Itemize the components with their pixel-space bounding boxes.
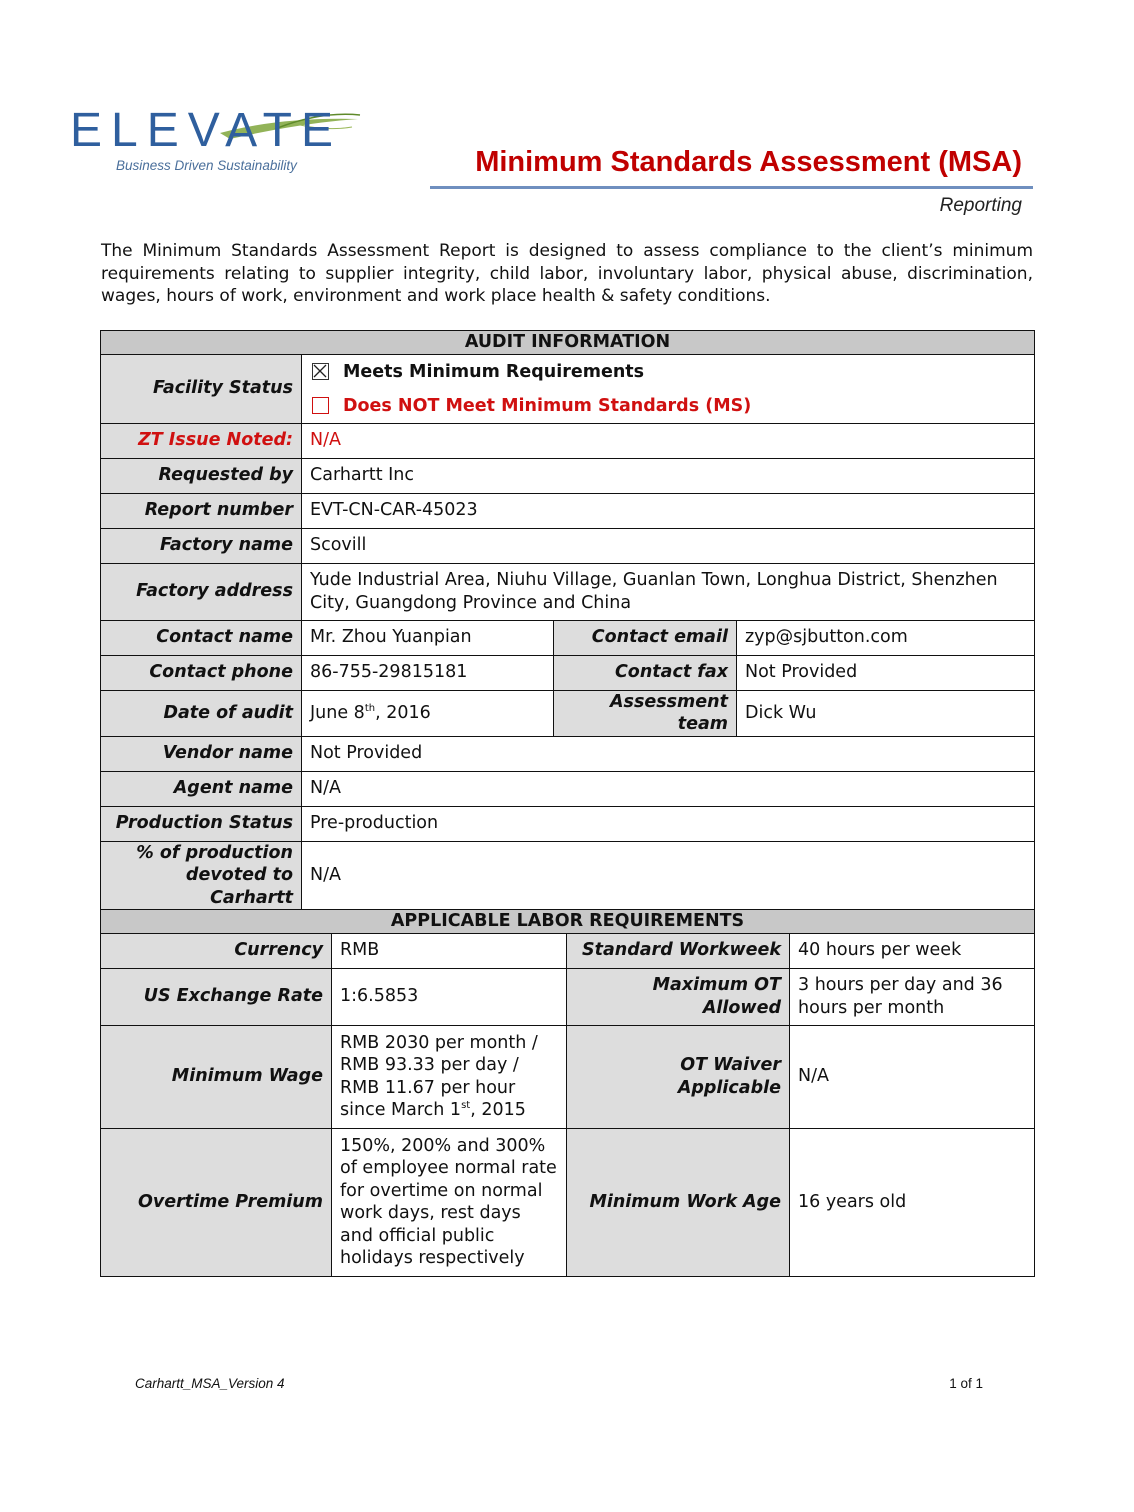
facility-status-options [302, 354, 1035, 423]
currency-label: Currency [101, 933, 332, 968]
unchecked-box-icon[interactable] [312, 397, 329, 414]
min-work-age-label: Minimum Work Age [567, 1128, 790, 1276]
contact-name-value: Mr. Zhou Yuanpian [302, 620, 554, 655]
overtime-premium-value: 150%, 200% and 300% of employee normal rate for overtime on normal work days, rest days and official public holidays respectively [332, 1128, 567, 1276]
factory-address-value: Yude Industrial Area, Niuhu Village, Guanlan Town, Longhua District, Shenzhen City, Guangdong Province and China [302, 563, 1035, 620]
contact-email-value: zyp@sjbutton.com [737, 620, 1035, 655]
assessment-team-label: Assessment team [554, 690, 737, 736]
contact-fax-value: Not Provided [737, 655, 1035, 690]
report-number-value: EVT-CN-CAR-45023 [302, 493, 1035, 528]
zt-issue-value: N/A [302, 423, 1035, 458]
contact-fax-label: Contact fax [554, 655, 737, 690]
checked-box-icon[interactable] [312, 363, 329, 380]
factory-address-label: Factory address [101, 563, 302, 620]
contact-phone-value: 86-755-29815181 [302, 655, 554, 690]
title-rule [430, 186, 1033, 189]
ot-waiver-value: N/A [790, 1025, 1035, 1128]
requested-by-value: Carhartt Inc [302, 458, 1035, 493]
report-number-label: Report number [101, 493, 302, 528]
intro-paragraph: The Minimum Standards Assessment Report is designed to assess compliance to the client’s minimum requirements relating to supplier integrity, child labor, involuntary labor, physical abuse, discrimination, wages, hours of work, environment and work place health & safety conditions. [101, 241, 1033, 306]
labor-requirements-table [100, 909, 1035, 1277]
audit-information-heading: AUDIT INFORMATION [101, 331, 1035, 355]
logo-wordmark: ELEVATE [70, 104, 342, 157]
production-status-label: Production Status [101, 806, 302, 841]
minimum-wage-label: Minimum Wage [101, 1025, 332, 1128]
facility-status-option-meets[interactable] [310, 355, 1026, 389]
facility-status-option-label: Does NOT Meet Minimum Standards (MS) [343, 395, 752, 416]
vendor-name-label: Vendor name [101, 736, 302, 771]
currency-value: RMB [332, 933, 567, 968]
facility-status-option-label: Meets Minimum Requirements [343, 361, 645, 382]
pct-production-label: % of production devoted to Carhartt [101, 841, 302, 910]
labor-requirements-heading: APPLICABLE LABOR REQUIREMENTS [101, 910, 1035, 934]
min-work-age-value: 16 years old [790, 1128, 1035, 1276]
footer-version: Carhartt_MSA_Version 4 [135, 1376, 285, 1391]
elevate-logo [70, 105, 370, 180]
facility-status-label: Facility Status [101, 354, 302, 423]
agent-name-label: Agent name [101, 771, 302, 806]
document-title: Minimum Standards Assessment (MSA) [475, 146, 1022, 178]
footer-page-number: 1 of 1 [949, 1376, 983, 1391]
date-of-audit-label: Date of audit [101, 690, 302, 736]
contact-name-label: Contact name [101, 620, 302, 655]
contact-email-label: Contact email [554, 620, 737, 655]
contact-phone-label: Contact phone [101, 655, 302, 690]
exchange-rate-value: 1:6.5853 [332, 968, 567, 1025]
zt-issue-label: ZT Issue Noted: [101, 423, 302, 458]
max-ot-label: Maximum OT Allowed [567, 968, 790, 1025]
agent-name-value: N/A [302, 771, 1035, 806]
facility-status-option-does-not-meet[interactable] [310, 389, 1026, 423]
logo-tagline: Business Driven Sustainability [116, 158, 297, 173]
vendor-name-value: Not Provided [302, 736, 1035, 771]
pct-production-value: N/A [302, 841, 1035, 910]
exchange-rate-label: US Exchange Rate [101, 968, 332, 1025]
ot-waiver-label: OT Waiver Applicable [567, 1025, 790, 1128]
minimum-wage-value: RMB 2030 per month / RMB 93.33 per day / RMB 11.67 per hour since March 1st, 2015 [332, 1025, 567, 1128]
max-ot-value: 3 hours per day and 36 hours per month [790, 968, 1035, 1025]
factory-name-value: Scovill [302, 528, 1035, 563]
audit-information-table [100, 330, 1035, 910]
assessment-team-value: Dick Wu [737, 690, 1035, 736]
requested-by-label: Requested by [101, 458, 302, 493]
overtime-premium-label: Overtime Premium [101, 1128, 332, 1276]
standard-workweek-value: 40 hours per week [790, 933, 1035, 968]
date-of-audit-value: June 8th, 2016 [302, 690, 554, 736]
document-subtitle: Reporting [939, 195, 1022, 216]
production-status-value: Pre-production [302, 806, 1035, 841]
standard-workweek-label: Standard Workweek [567, 933, 790, 968]
factory-name-label: Factory name [101, 528, 302, 563]
